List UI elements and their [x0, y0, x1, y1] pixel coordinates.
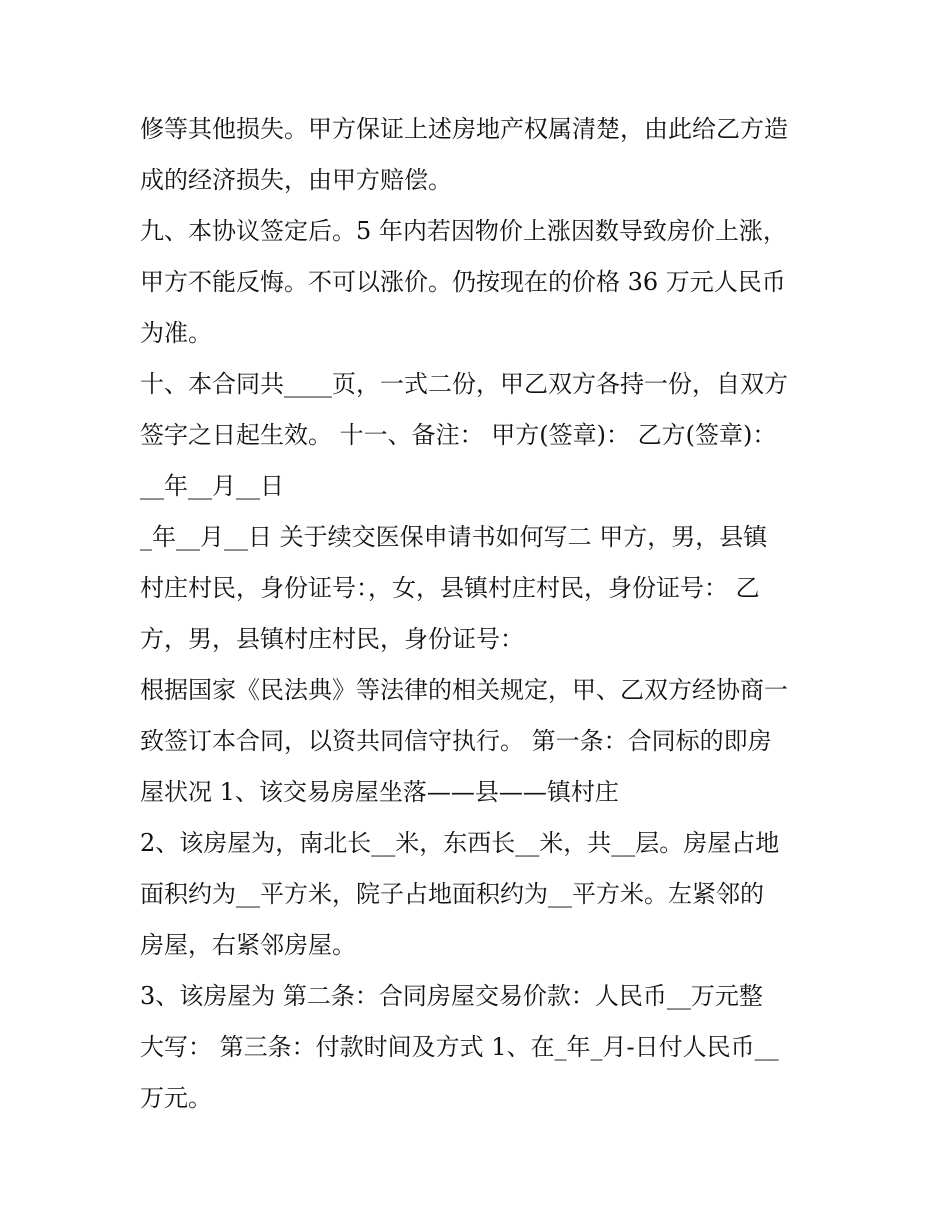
text-line: 根据国家《民法典》等法律的相关规定，甲、乙双方经协商一: [140, 676, 788, 704]
text-line: 九、本协议签定后。5 年内若因物价上涨因数导致房价上涨，: [140, 217, 787, 245]
text-line: 十、本合同共____页，一式二份，甲乙双方各持一份，自双方: [140, 370, 788, 398]
text-line: 甲方不能反悔。不可以涨价。仍按现在的价格 36 万元人民币: [140, 268, 786, 296]
text-line: _年__月__日 关于续交医保申请书如何写二 甲方，男，县镇: [140, 523, 768, 551]
text-line: 致签订本合同，以资共同信守执行。 第一条：合同标的即房: [140, 727, 772, 755]
text-line: 为准。: [140, 319, 212, 347]
text-line: 村庄村民，身份证号：，女，县镇村庄村民，身份证号： 乙: [140, 574, 760, 602]
text-line: 修等其他损失。甲方保证上述房地产权属清楚，由此给乙方造: [140, 115, 788, 143]
text-line: 面积约为__平方米，院子占地面积约为__平方米。左紧邻的: [140, 880, 764, 908]
text-line: 大写： 第三条：付款时间及方式 1、在_年_月-日付人民币__: [140, 1033, 779, 1061]
text-line: __年__月__日: [140, 472, 284, 500]
text-line: 2、该房屋为，南北长__米，东西长__米，共__层。房屋占地: [140, 829, 780, 857]
text-line: 3、该房屋为 第二条：合同房屋交易价款：人民币__万元整: [140, 982, 763, 1010]
text-line: 成的经济损失，由甲方赔偿。: [140, 166, 452, 194]
text-line: 房屋，右紧邻房屋。: [140, 931, 356, 959]
text-line: 签字之日起生效。 十一、备注： 甲方(签章)： 乙方(签章)：: [140, 421, 777, 449]
document-body: [140, 104, 820, 1124]
text-line: 屋状况 1、该交易房屋坐落——县——镇村庄: [140, 778, 619, 806]
text-line: 方，男，县镇村庄村民，身份证号：: [140, 625, 524, 653]
text-line: 万元。: [140, 1084, 212, 1112]
